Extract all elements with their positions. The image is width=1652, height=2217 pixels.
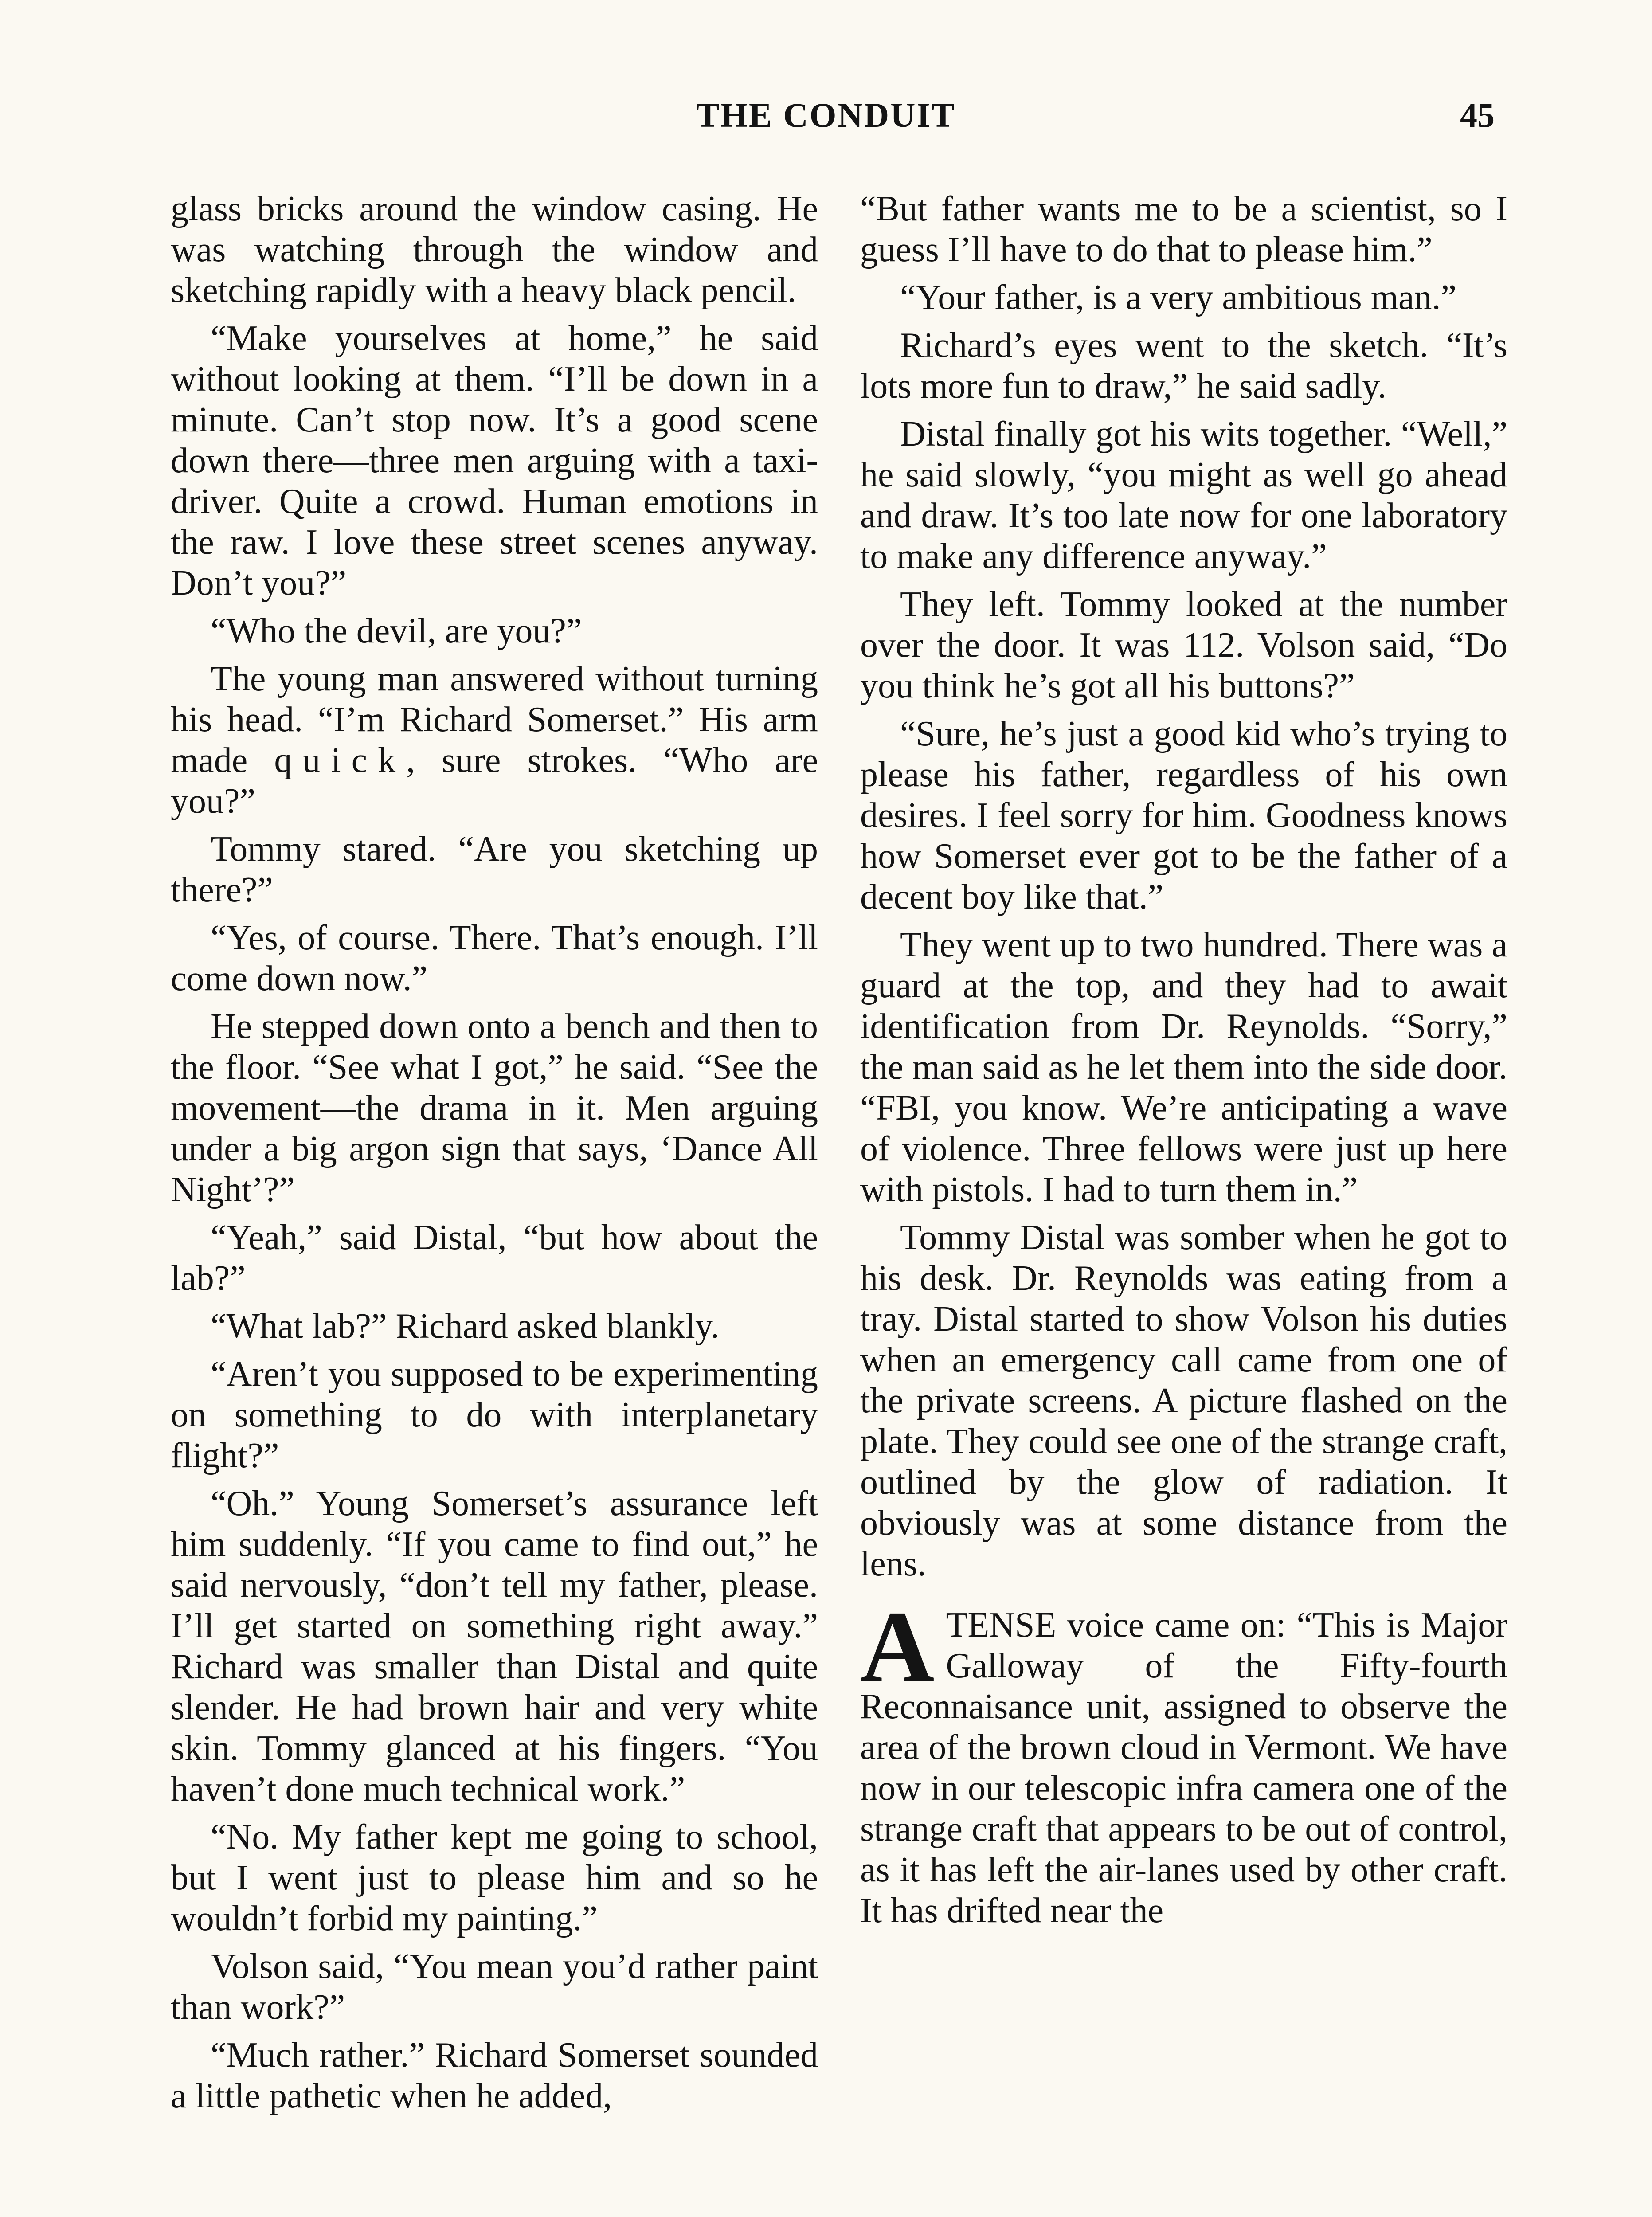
paragraph: They went up to two hundred. There was a guard at the top, and they had to await identification from Dr. Reynolds. “Sorry,” the man said as he let them into the side door. “FBI, you know. We’re anticipating a wave of violence. Three fellows were just up here with pistols. I had to turn them in.” [860, 925, 1507, 1209]
paragraph: “But father wants me to be a scientist, so I guess I’ll have to do that to please him.” [860, 189, 1507, 269]
paragraph: “Who the devil, are you?” [211, 611, 582, 650]
paragraph [171, 658, 818, 822]
text-run: The young man answered without turning his head. “I’m Richard Somerset.” His arm made [171, 659, 818, 780]
right-column [860, 188, 1507, 1938]
letterspaced-word: quick [274, 741, 407, 780]
paragraph: “Make yourselves at home,” he said without looking at them. “I’ll be down in a minute. Can’t stop now. It’s a good scene down there—three men arguing with a taxi-driver. Quite a crowd. Human emotions in the raw. I love these street scenes anyway. Don’t you?” [171, 319, 818, 603]
paragraph [860, 1590, 1507, 1931]
running-header [0, 95, 1652, 144]
paragraph: “Sure, he’s just a good kid who’s trying to please his father, regardless of his own desires. I feel sorry for him. Goodness knows how Somerset ever got to be the father of a decent boy like that.” [860, 714, 1507, 917]
paragraph: “No. My father kept me going to school, but I went just to please him and so he wouldn’t forbid my painting.” [171, 1817, 818, 1938]
text-run: , sure strokes. “Who are you?” [171, 741, 818, 821]
paragraph: “Yeah,” said Distal, “but how about the lab?” [171, 1218, 818, 1298]
paragraph: Distal finally got his wits together. “Well,” he said slowly, “you might as well go ahead and draw. It’s too late now for one laboratory to make any difference anyway.” [860, 415, 1507, 576]
drop-cap: A [860, 1590, 935, 1704]
paragraph: Tommy stared. “Are you sketching up there?” [171, 830, 818, 909]
paragraph: “Much rather.” Richard Somerset sounded a little pathetic when he added, [171, 2036, 818, 2115]
paragraph: “Your father, is a very ambitious man.” [900, 278, 1457, 317]
paragraph: Volson said, “You mean you’d rather paint than work?” [171, 1947, 818, 2027]
paragraph: “Oh.” Young Somerset’s assurance left him suddenly. “If you came to find out,” he said nervously, “don’t tell my father, please. I’ll get started on something right away.” Richard was smaller than Distal and quite slender. He had brown hair and very white skin. Tommy glanced at his fingers. “You haven’t done much technical work.” [171, 1484, 818, 1809]
page-number: 45 [1460, 96, 1495, 134]
paragraph: Richard’s eyes went to the sketch. “It’s lots more fun to draw,” he said sadly. [860, 326, 1507, 406]
text-run: TENSE voice came on: “This is Major Galloway of the Fifty-fourth Reconnaisance unit, assigned to observe the area of the brown cloud in Vermont. We have now in our telescopic infra camera one of the strange craft that appears to be out of control, as it has left the air-lanes used by other craft. It has drifted near the [860, 1606, 1507, 1930]
paragraph: glass bricks around the window casing. He was watching through the window and sketching rapidly with a heavy black pencil. [171, 189, 818, 310]
paragraph: They left. Tommy looked at the number over the door. It was 112. Volson said, “Do you think he’s got all his buttons?” [860, 585, 1507, 705]
paragraph: “Aren’t you supposed to be experimenting on something to do with interplanetary flight?” [171, 1355, 818, 1475]
paragraph: “Yes, of course. There. That’s enough. I’ll come down now.” [171, 918, 818, 998]
paragraph: Tommy Distal was somber when he got to his desk. Dr. Reynolds was eating from a tray. Distal started to show Volson his duties when an emergency call came from one of the private screens. A picture flashed on the plate. They could see one of the strange craft, outlined by the glow of radiation. It obviously was at some distance from the lens. [860, 1218, 1507, 1583]
running-title: THE CONDUIT [696, 96, 956, 134]
paragraph: “What lab?” Richard asked blankly. [211, 1307, 720, 1346]
left-column [171, 188, 818, 2123]
paragraph: He stepped down onto a bench and then to the floor. “See what I got,” he said. “See the movement—the drama in it. Men arguing under a big argon sign that says, ‘Dance All Night’?” [171, 1007, 818, 1209]
